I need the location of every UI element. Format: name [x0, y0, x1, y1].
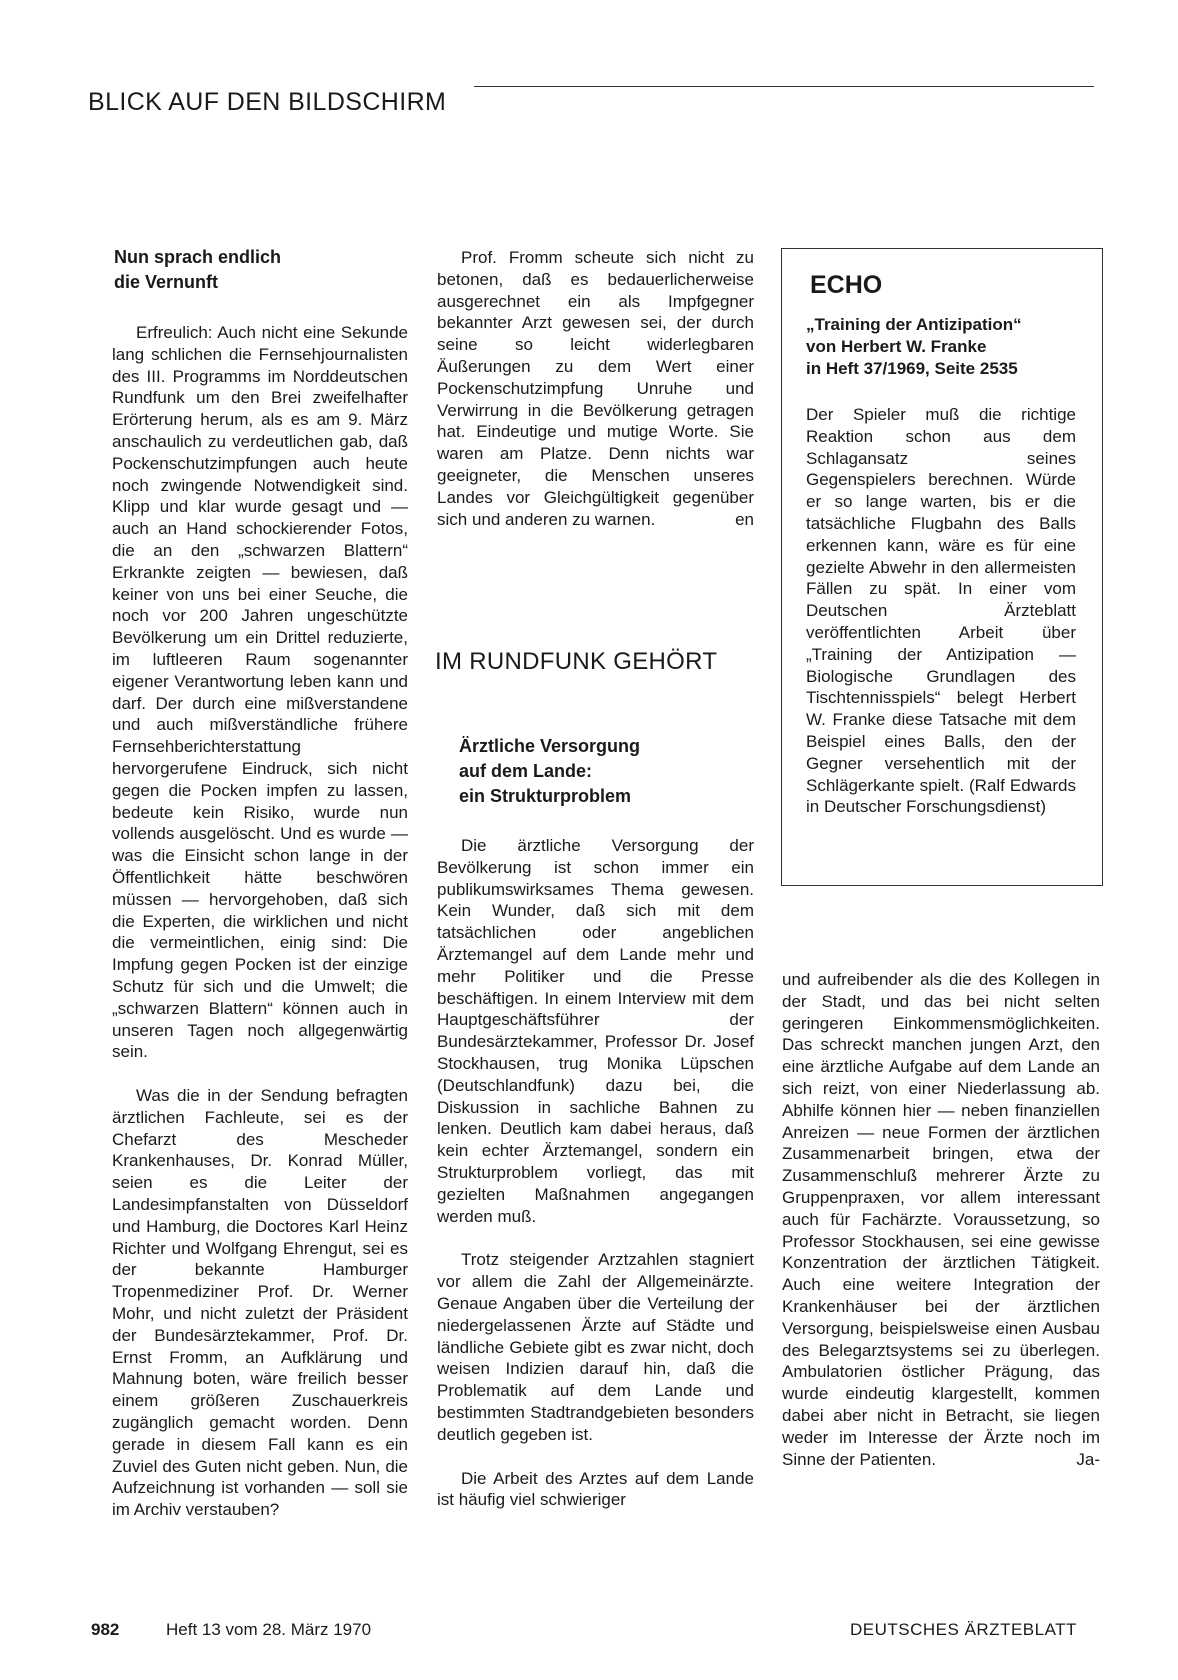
echo-box: [781, 248, 1103, 886]
article1-title-line: Nun sprach endlich: [114, 247, 282, 267]
article1-column: [112, 322, 408, 1521]
article2-paragraph: und aufreibender als die des Kollegen in der Stadt, und das bei nicht selten geringeren Einkommensmöglichkeiten. Das schreckt manchen jungen Arzt, den eine ärztliche Aufgabe auf dem Lande an sich reizt, von einer Niederlassung ab. Abhilfe können hier — neben finanziellen Anreizen — neue Formen der ärztlichen Zusammenarbeit bringen, etwa der Zusammenschluß mehrerer Ärzte zu Gruppenpraxen, vor allem interessant auch für Fachärzte. Voraussetzung, so Professor Stockhausen, sei eine gewisse Konzentration der ärztlichen Tätigkeit. Auch eine weitere Integration der Krankenhäuser bei der ärztlichen Versorgung, beispielsweise einen Ausbau des Belegarztsystems sei zu überlegen. Ambulatorien östlicher Prägung, das wurde eindeutig klargestellt, kommen dabei aber nicht in Betracht, sie liegen weder im Interesse der Ärzte noch im Sinne der Patienten.: [782, 970, 1100, 1469]
section-header: BLICK AUF DEN BILDSCHIRM: [88, 88, 447, 116]
journal-name: DEUTSCHES ÄRZTEBLATT: [850, 1620, 1077, 1639]
article2-paragraph: Die ärztliche Versorgung der Bevölkerung ist schon immer ein publikumswirksames Thema gewesen. Kein Wunder, daß sich mit dem tatsächlichen oder angeblichen Ärztemangel auf dem Lande mehr und mehr Politiker und die Presse beschäftigen. In einem Interview mit dem Hauptgeschäftsführer der Bundesärztekammer, Professor Dr. Josef Stockhausen, trug Monika Lüpschen (Deutschlandfunk) dazu bei, die Diskussion in sachliche Bahnen zu lenken. Deutlich kam dabei heraus, daß kein echter Ärztemangel, sondern ein Strukturproblem vorliegt, das mit gezielten Maßnahmen angegangen werden muß.: [437, 836, 754, 1226]
issue-info: Heft 13 vom 28. März 1970: [166, 1620, 372, 1639]
article1-paragraph: Was die in der Sendung befragten ärztlichen Fachleute, sei es der Chefarzt des Mescheder Krankenhauses, Dr. Konrad Müller, seien es die Leiter der Landesimpfanstalten von Düsseldorf und Hamburg, die Doctores Karl Heinz Richter und Wolfgang Ehrengut, sei es der bekannte Hamburger Tropenmediziner Prof. Dr. Werner Mohr, und nicht zuletzt der Präsident der Bundesärztekammer, Prof. Dr. Ernst Fromm, an Aufklärung und Mahnung boten, wäre freilich besser einem größeren Zuschauerkreis zugänglich gemacht worden. Denn gerade in diesem Fall kann es ein Zuviel des Guten nicht geben. Nun, die Aufzeichnung ist vorhanden — soll sie im Archiv verstauben?: [112, 1086, 408, 1520]
article1-paragraph: Prof. Fromm scheute sich nicht zu betonen, daß es bedauerlicherweise ausgerechnet ein als Impfgegner bekannter Arzt gewesen sei, der durch seine so leicht widerlegbaren Äußerungen zu dem Wert einer Pockenschutzimpfung Unruhe und Verwirrung in die Bevölkerung getragen hat. Eindeutige und mutige Worte. Sie waren am Platze. Denn nichts war geeigneter, die Menschen unseres Landes vor Gleichgültigkeit gegenüber sich und anderen zu warnen.: [437, 248, 754, 529]
article1-title: [114, 245, 281, 295]
article2-title: [459, 734, 640, 809]
echo-body: [806, 404, 1076, 818]
article1-signature: en: [735, 509, 754, 529]
echo-subtitle: [806, 314, 1086, 380]
section2-header: IM RUNDFUNK GEHÖRT: [435, 648, 718, 675]
article2-title-line: Ärztliche Versorgung: [459, 736, 641, 756]
article1-continuation: [437, 247, 754, 530]
article2-title-line: ein Strukturproblem: [459, 786, 632, 806]
article2-signature: Ja-: [1076, 1449, 1100, 1469]
echo-subtitle-line: von Herbert W. Franke: [806, 337, 987, 356]
article1-title-line: die Vernunft: [114, 272, 219, 292]
echo-body-text: Der Spieler muß die richtige Reaktion schon aus dem Schlagansatz seines Gegenspielers berechnen. Würde er so lange warten, bis er die tatsächliche Flugbahn des Balls erkennen kann, wäre es für eine gezielte Abwehr in den allermeisten Fällen zu spät. In einer vom Deutschen Ärzteblatt veröffentlichten Arbeit über „Training der Antizipation — Biologische Grundlagen des Tischtennisspiels“ belegt Herbert W. Franke diese Tatsache mit dem Beispiel eines Balls, den der Gegner versehentlich mit der Schlägerkante spielt. (Ralf Edwards in Deutscher Forschungsdienst): [806, 405, 1076, 817]
article2-title-line: auf dem Lande:: [459, 761, 593, 781]
echo-subtitle-line: „Training der Antizipation“: [806, 315, 1022, 334]
echo-title: ECHO: [810, 271, 883, 299]
article2-continuation: [782, 969, 1100, 1470]
article2-paragraph: Trotz steigender Arztzahlen stagniert vor allem die Zahl der Allgemeinärzte. Genaue Angaben über die Verteilung der niedergelassenen Ärzte auf Städte und ländliche Gebiete gibt es zwar nicht, doch weisen Indizien darauf hin, daß die Problematik auf dem Lande und bestimmten Stadtrandgebieten besonders deutlich gegeben ist.: [437, 1250, 754, 1444]
echo-subtitle-line: in Heft 37/1969, Seite 2535: [806, 359, 1018, 378]
article1-paragraph: Erfreulich: Auch nicht eine Sekunde lang schlichen die Fernsehjournalisten des III. Programms im Norddeutschen Rundfunk um den Brei zweifelhafter Erörterung herum, als es am 9. März anschaulich zu verdeutlichen gab, daß Pockenschutzimpfungen auch heute noch zwingende Notwendigkeit sind. Klipp und klar wurde gesagt und — auch an Hand schockierender Fotos, die an den „schwarzen Blattern“ Erkrankte zeigten — bewiesen, daß keiner von uns bei einer Seuche, die noch vor 200 Jahren ungeschützte Bevölkerung um ein Drittel reduzierte, im luftleeren Raum sogenannter eigener Verantwortung leben kann und darf. Der durch eine mißverstandene und auch mißverständliche frühere Fernsehberichterstattung hervorgerufene Eindruck, sich nicht gegen die Pocken impfen zu lassen, bedeute kein Risiko, wurde nun vollends ausgelöscht. Und es wurde — was die Einsicht schon lange in der Öffentlichkeit hätte beschwören müssen — hervorgehoben, daß sich die Experten, die wirklichen und nicht die vermeintlichen, einig sind: Die Impfung gegen Pocken ist der einzige Schutz für sich und die Umwelt; die „schwarzen Blattern“ können auch in unseren Tagen noch allgegenwärtig sein.: [112, 323, 408, 1062]
header-rule: [474, 86, 1094, 87]
article2-paragraph: Die Arbeit des Arztes auf dem Lande ist häufig viel schwieriger: [437, 1468, 754, 1510]
article2-column: [437, 835, 754, 1511]
page-number: 982: [91, 1620, 120, 1639]
